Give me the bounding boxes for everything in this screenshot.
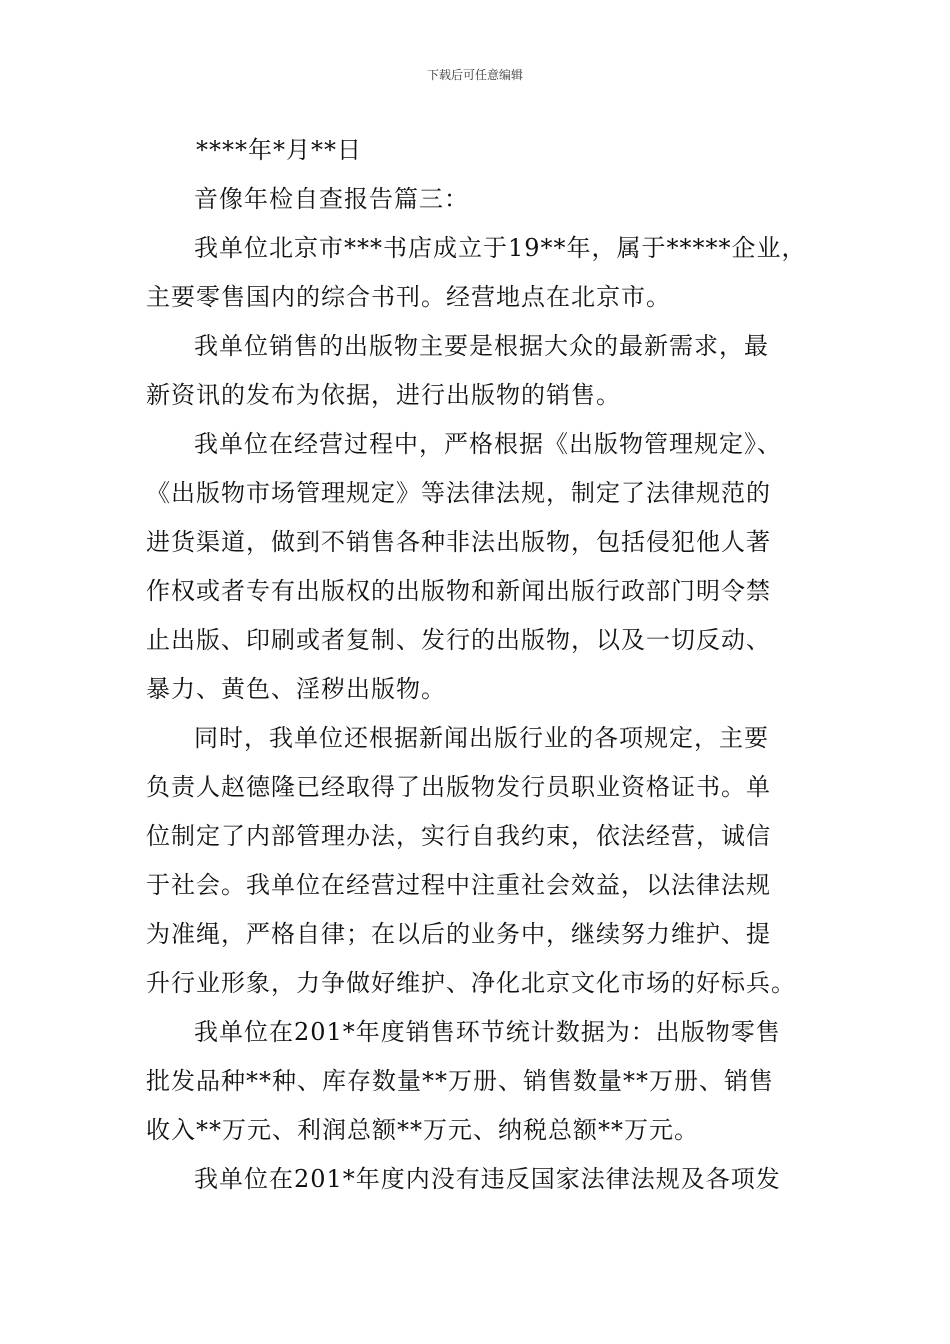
paragraph-3-line-3: 进货渠道，做到不销售各种非法出版物，包括侵犯他人著 [146, 528, 771, 556]
paragraph-5-line-2: 批发品种**种、库存数量**万册、销售数量**万册、销售 [146, 1067, 774, 1095]
paragraph-3-line-1: 我单位在经营过程中，严格根据《出版物管理规定》、 [194, 430, 782, 458]
paragraph-4-line-4: 于社会。我单位在经营过程中注重社会效益，以法律法规 [146, 871, 771, 899]
paragraph-4-line-5: 为准绳，严格自律；在以后的业务中，继续努力维护、提 [146, 920, 771, 948]
paragraph-4-line-6: 升行业形象，力争做好维护、净化北京文化市场的好标兵。 [146, 969, 796, 997]
document-body [146, 126, 826, 1204]
paragraph-4-line-2: 负责人赵德隆已经取得了出版物发行员职业资格证书。单 [146, 773, 771, 801]
paragraph-3-line-6: 暴力、黄色、淫秽出版物。 [146, 675, 446, 703]
section-heading: 音像年检自查报告篇三： [194, 185, 469, 213]
paragraph-4-line-1: 同时，我单位还根据新闻出版行业的各项规定，主要 [194, 724, 769, 752]
date-line: ****年*月**日 [196, 136, 362, 164]
paragraph-2-line-1: 我单位销售的出版物主要是根据大众的最新需求，最 [194, 332, 769, 360]
paragraph-6-line-1: 我单位在201*年度内没有违反国家法律法规及各项发 [194, 1165, 781, 1193]
paragraph-1-line-1: 我单位北京市***书店成立于19**年，属于*****企业， [194, 234, 807, 262]
page-header-note: 下载后可任意编辑 [426, 68, 523, 82]
paragraph-3-line-5: 止出版、印刷或者复制、发行的出版物，以及一切反动、 [146, 626, 771, 654]
paragraph-1-line-2: 主要零售国内的综合书刊。经营地点在北京市。 [146, 283, 671, 311]
paragraph-5-line-3: 收入**万元、利润总额**万元、纳税总额**万元。 [146, 1116, 699, 1144]
paragraph-3-line-4: 作权或者专有出版权的出版物和新闻出版行政部门明令禁 [146, 577, 771, 605]
paragraph-5-line-1: 我单位在201*年度销售环节统计数据为：出版物零售 [194, 1018, 781, 1046]
paragraph-2-line-2: 新资讯的发布为依据，进行出版物的销售。 [146, 381, 621, 409]
paragraph-3-line-2: 《出版物市场管理规定》等法律法规，制定了法律规范的 [146, 479, 771, 507]
paragraph-4-line-3: 位制定了内部管理办法，实行自我约束，依法经营，诚信 [146, 822, 771, 850]
